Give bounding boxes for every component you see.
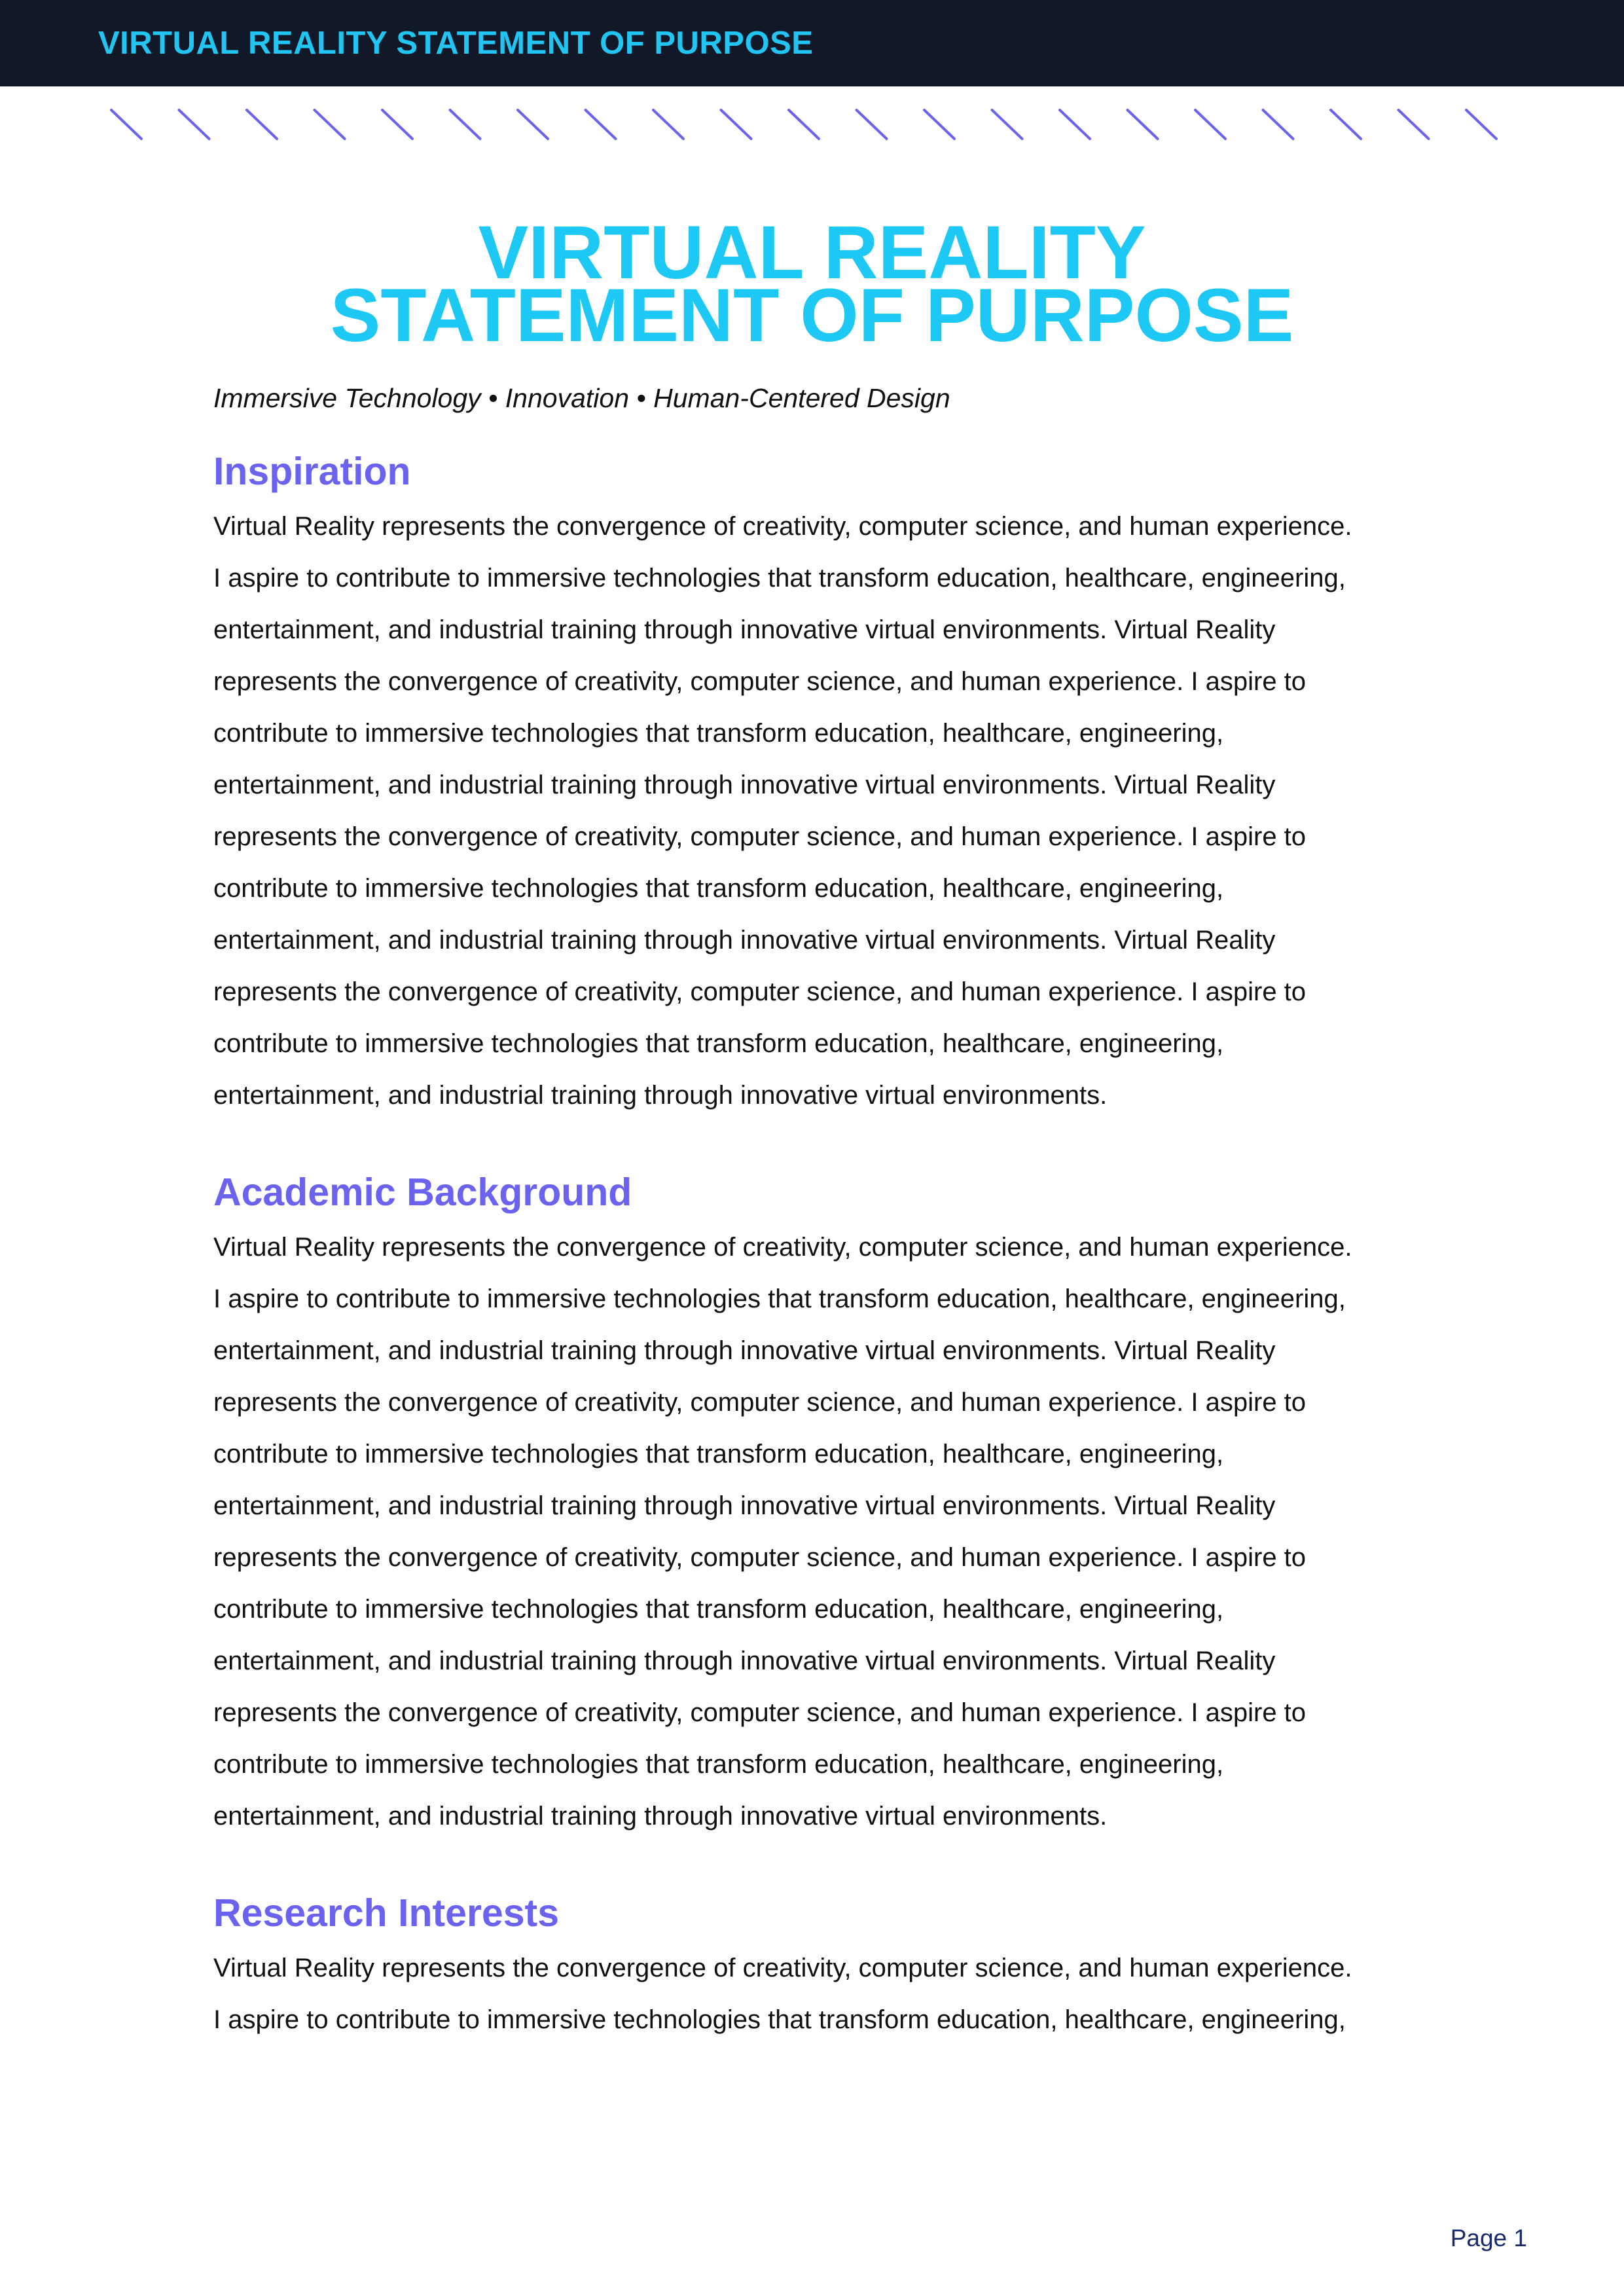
header-bar	[0, 0, 1624, 86]
section-heading: Inspiration	[213, 450, 411, 493]
slash-mark	[1060, 110, 1090, 139]
body-line: I aspire to contribute to immersive technologies that transform education, healthcare, engineering,	[213, 564, 1346, 592]
body-line: contribute to immersive technologies that transform education, healthcare, engineering,	[213, 874, 1224, 903]
slash-mark	[1195, 110, 1225, 139]
body-line: contribute to immersive technologies that transform education, healthcare, engineering,	[213, 1595, 1224, 1624]
slash-mark	[1331, 110, 1361, 139]
body-line: represents the convergence of creativity, computer science, and human experience. I aspire to	[213, 667, 1307, 696]
section-inspiration	[213, 448, 1444, 1121]
body-line: represents the convergence of creativity, computer science, and human experience. I aspire to	[213, 822, 1307, 851]
slash-mark	[1466, 110, 1496, 139]
section-academic-background	[213, 1169, 1444, 1842]
slash-mark	[1128, 110, 1158, 139]
section-research-interests	[213, 1890, 1444, 2046]
slash-mark	[315, 110, 345, 139]
body-line: Virtual Reality represents the convergence of creativity, computer science, and human experience.	[213, 1954, 1352, 1982]
document-title	[0, 211, 1624, 357]
slash-mark	[992, 110, 1022, 139]
body-line: I aspire to contribute to immersive technologies that transform education, healthcare, engineering,	[213, 1285, 1346, 1313]
slash-mark	[111, 110, 141, 139]
body-line: entertainment, and industrial training through innovative virtual environments. Virtual Reality	[213, 771, 1276, 799]
slash-mark	[924, 110, 954, 139]
body-line: entertainment, and industrial training through innovative virtual environments.	[213, 1081, 1108, 1110]
title-line-1: VIRTUAL REALITY	[478, 211, 1146, 295]
body-line: contribute to immersive technologies that transform education, healthcare, engineering,	[213, 1750, 1224, 1779]
slash-mark	[382, 110, 412, 139]
body-line: entertainment, and industrial training through innovative virtual environments. Virtual Reality	[213, 1336, 1276, 1365]
body-line: entertainment, and industrial training through innovative virtual environments. Virtual Reality	[213, 926, 1276, 955]
slash-mark	[450, 110, 480, 139]
body-line: contribute to immersive technologies that transform education, healthcare, engineering,	[213, 1029, 1224, 1058]
slash-mark	[586, 110, 616, 139]
slash-mark	[518, 110, 548, 139]
body-line: I aspire to contribute to immersive technologies that transform education, healthcare, engineering,	[213, 2005, 1346, 2034]
body-line: represents the convergence of creativity, computer science, and human experience. I aspire to	[213, 977, 1307, 1006]
slash-mark	[247, 110, 277, 139]
body-line: contribute to immersive technologies that transform education, healthcare, engineering,	[213, 719, 1224, 748]
section-body	[213, 501, 1444, 1121]
body-line: entertainment, and industrial training through innovative virtual environments. Virtual Reality	[213, 1647, 1276, 1675]
slash-mark	[179, 110, 209, 139]
slash-mark	[1399, 110, 1429, 139]
slash-mark	[721, 110, 751, 139]
body-line: represents the convergence of creativity, computer science, and human experience. I aspire to	[213, 1388, 1307, 1417]
section-heading: Academic Background	[213, 1171, 632, 1214]
body-line: represents the convergence of creativity, computer science, and human experience. I aspire to	[213, 1698, 1307, 1727]
document-subtitle: Immersive Technology • Innovation • Human-Centered Design	[213, 383, 950, 413]
body-line: Virtual Reality represents the convergence of creativity, computer science, and human experience.	[213, 512, 1352, 541]
section-heading: Research Interests	[213, 1891, 560, 1935]
body-line: entertainment, and industrial training through innovative virtual environments. Virtual Reality	[213, 615, 1276, 644]
body-line: represents the convergence of creativity, computer science, and human experience. I aspire to	[213, 1543, 1307, 1572]
section-body	[213, 1222, 1444, 1842]
body-line: entertainment, and industrial training through innovative virtual environments.	[213, 1802, 1108, 1831]
header-title: VIRTUAL REALITY STATEMENT OF PURPOSE	[98, 26, 814, 61]
decorative-slash-row	[0, 105, 1624, 144]
slash-mark	[789, 110, 819, 139]
slash-mark	[1263, 110, 1293, 139]
body-line: entertainment, and industrial training through innovative virtual environments. Virtual Reality	[213, 1491, 1276, 1520]
title-line-2: STATEMENT OF PURPOSE	[330, 274, 1294, 357]
body-line: Virtual Reality represents the convergence of creativity, computer science, and human experience.	[213, 1233, 1352, 1262]
slash-mark	[653, 110, 683, 139]
slash-mark	[857, 110, 887, 139]
body-line: contribute to immersive technologies that transform education, healthcare, engineering,	[213, 1440, 1224, 1468]
section-body	[213, 1942, 1444, 2046]
page-number: Page 1	[1450, 2225, 1527, 2251]
